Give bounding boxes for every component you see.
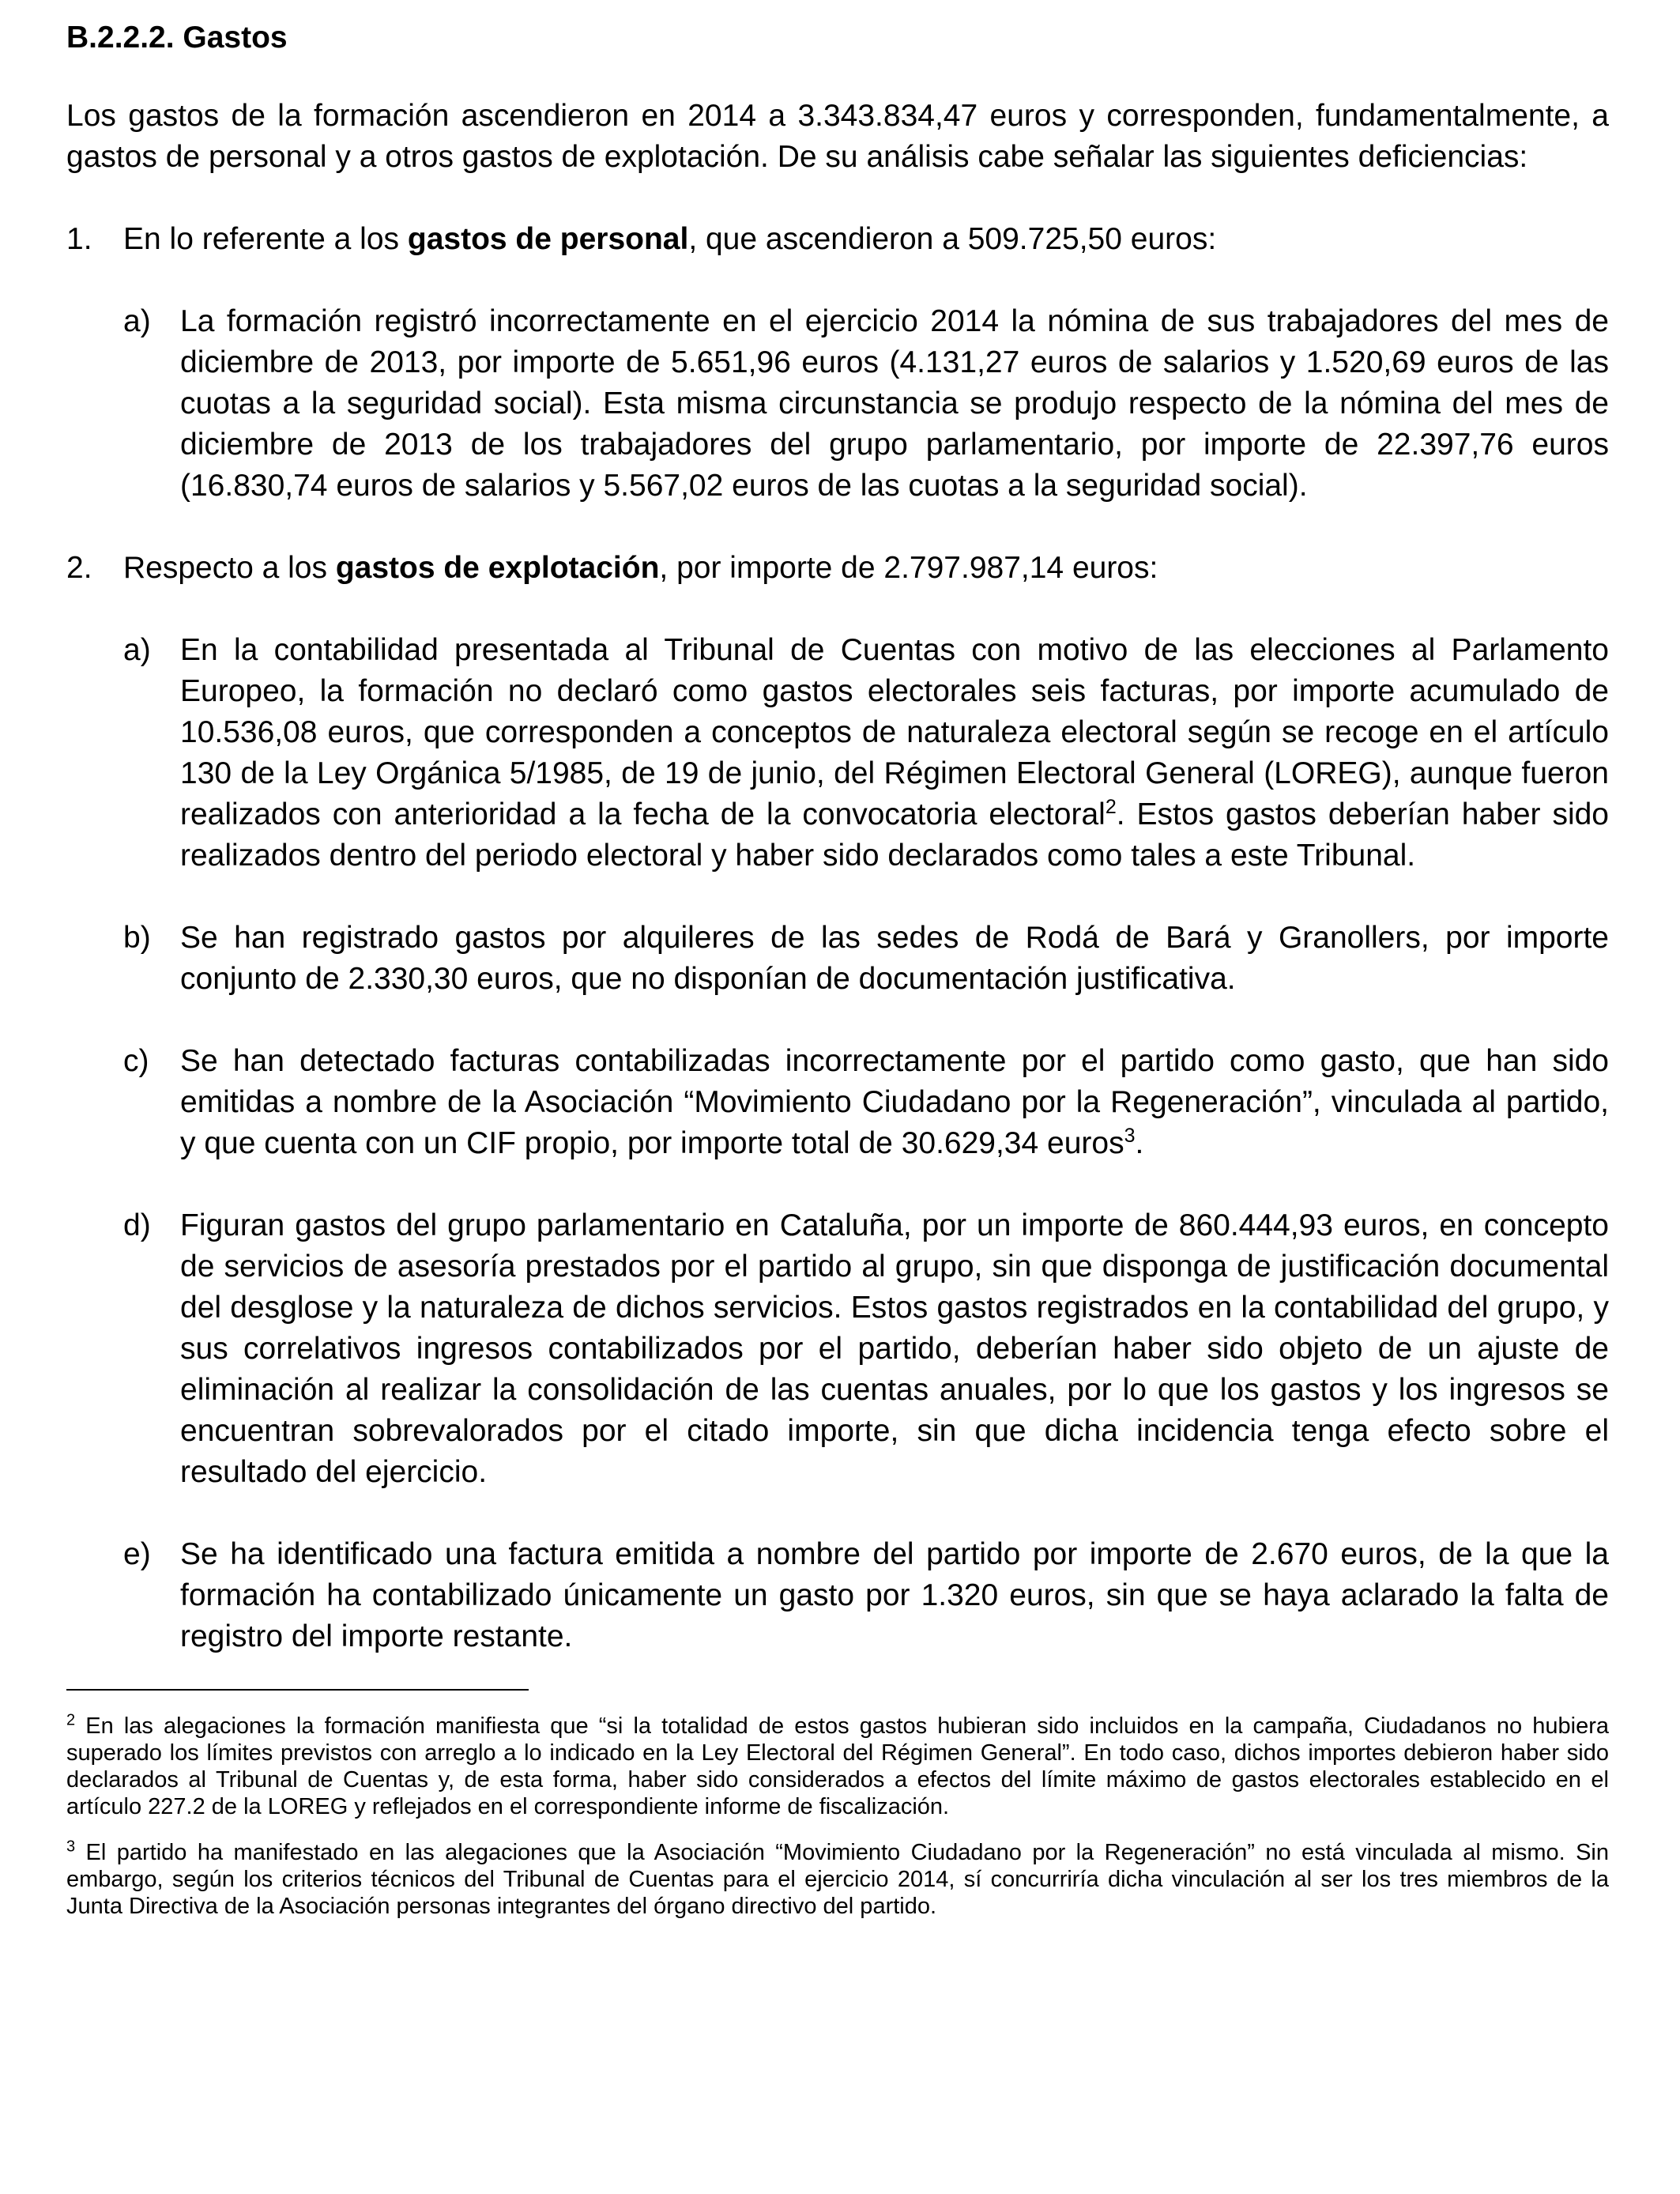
list-number: 1. — [66, 222, 92, 256]
sub-letter: e) — [123, 1537, 151, 1571]
sub-item-text: Se han registrado gastos por alquileres de las sedes de Rodá de Bará y Granollers, por importe conjunto de 2.330,30 euros, que no disponían de documentación justificativa. — [180, 921, 1609, 996]
footnote-3: $^3$ El partido ha manifestado en las alegaciones que la Asociación “Movimiento Ciudadano por la Regeneración” no está vinculada al mismo. Sin embargo, según los criterios técnicos del Tribunal de Cuentas para el ejercicio 2014, sí concurriría dicha vinculación al ser los tres miembros de la Junta Directiva de la Asociación personas integrantes del órgano directivo del partido. — [66, 1838, 1609, 1919]
document-page — [66, 17, 1609, 1939]
sub-item-1a — [123, 301, 1609, 507]
sub-letter: c) — [123, 1044, 149, 1078]
sub-item-2e — [123, 1534, 1609, 1657]
sub-letter: a) — [123, 633, 151, 667]
list-item-2 — [66, 548, 1609, 589]
list-item-text: Respecto a los gastos de explotación, por importe de 2.797.987,14 euros: — [123, 551, 1158, 585]
sub-item-2d — [123, 1205, 1609, 1493]
list-number: 2. — [66, 551, 92, 585]
sub-letter: d) — [123, 1208, 151, 1242]
sub-item-text: La formación registró incorrectamente en el ejercicio 2014 la nómina de sus trabajadores del mes de diciembre de 2013, por importe de 5.651,96 euros (4.131,27 euros de salarios y 1.520,69 euros de las cuotas a la seguridad social). Esta misma circunstancia se produjo respecto de la nómina del mes de diciembre de 2013 de los trabajadores del grupo parlamentario, por importe de 22.397,76 euros (16.830,74 euros de salarios y 5.567,02 euros de las cuotas a la seguridad social). — [180, 304, 1609, 503]
sub-item-2a — [123, 630, 1609, 876]
list-item-1 — [66, 219, 1609, 260]
footnote-ref: 3 — [1124, 1125, 1136, 1147]
list-item-text: En lo referente a los gastos de personal, que ascendieron a 509.725,50 euros: — [123, 222, 1217, 256]
sub-item-text: Se ha identificado una factura emitida a nombre del partido por importe de 2.670 euros, de la que la formación ha contabilizado únicamente un gasto por 1.320 euros, sin que se haya aclarado la falta de registro del importe restante. — [180, 1537, 1609, 1653]
bold-term: gastos de explotación — [335, 551, 660, 585]
intro-paragraph: Los gastos de la formación ascendieron en 2014 a 3.343.834,47 euros y corresponden, fundamentalmente, a gastos de personal y a otros gastos de explotación. De su análisis cabe señalar las siguientes deficiencias: — [66, 99, 1609, 174]
section-heading: B.2.2.2. Gastos — [66, 21, 288, 55]
footnote-mark: 3 — [66, 1838, 76, 1856]
sub-item-2c — [123, 1041, 1609, 1164]
sub-letter: b) — [123, 921, 151, 955]
sub-item-text: Figuran gastos del grupo parlamentario en Cataluña, por un importe de 860.444,93 euros, en concepto de servicios de asesoría prestados por el partido al grupo, sin que disponga de justificación documental del desglose y la naturaleza de dichos servicios. Estos gastos registrados en la contabilidad del grupo, y sus correlativos ingresos contabilizados por el partido, deberían haber sido objeto de un ajuste de eliminación al realizar la consolidación de las cuentas anuales, por lo que los gastos y los ingresos se encuentran sobrevalorados por el citado importe, sin que dicha incidencia tenga efecto sobre el resultado del ejercicio. — [180, 1208, 1609, 1489]
sub-item-text: En la contabilidad presentada al Tribunal de Cuentas con motivo de las elecciones al Parlamento Europeo, la formación no declaró como gastos electorales seis facturas, por importe acumulado de 10.536,08 euros, que corresponden a conceptos de naturaleza electoral según se recoge en el artículo 130 de la Ley Orgánica 5/1985, de 19 de junio, del Régimen Electoral General (LOREG), aunque fueron realizados con anterioridad a la fecha de la convocatoria electoral$^2$. Estos gastos deberían haber sido realizados dentro del periodo electoral y haber sido declarados como tales a este Tribunal. — [180, 633, 1610, 873]
footnote-ref: 2 — [1105, 796, 1117, 818]
sub-letter: a) — [123, 304, 151, 338]
footnote-separator — [66, 1689, 529, 1691]
sub-item-2b — [123, 918, 1609, 1000]
footnote-2: $^2$ En las alegaciones la formación manifiesta que “si la totalidad de estos gastos hubieran sido incluidos en la campaña, Ciudadanos no hubiera superado los límites previstos con arreglo a lo indicado en la Ley Electoral del Régimen General”. En todo caso, dichos importes debieron haber sido declarados al Tribunal de Cuentas y, de esta forma, haber sido considerados a efectos del límite máximo de gastos electorales establecido en el artículo 227.2 de la LOREG y reflejados en el correspondiente informe de fiscalización. — [66, 1711, 1609, 1819]
bold-term: gastos de personal — [407, 222, 689, 256]
sub-item-text: Se han detectado facturas contabilizadas incorrectamente por el partido como gasto, que han sido emitidas a nombre de la Asociación “Movimiento Ciudadano por la Regeneración”, vinculada al partido, y que cuenta con un CIF propio, por importe total de 30.629,34 euros$^3$. — [180, 1044, 1609, 1160]
footnote-mark: 2 — [66, 1711, 76, 1729]
